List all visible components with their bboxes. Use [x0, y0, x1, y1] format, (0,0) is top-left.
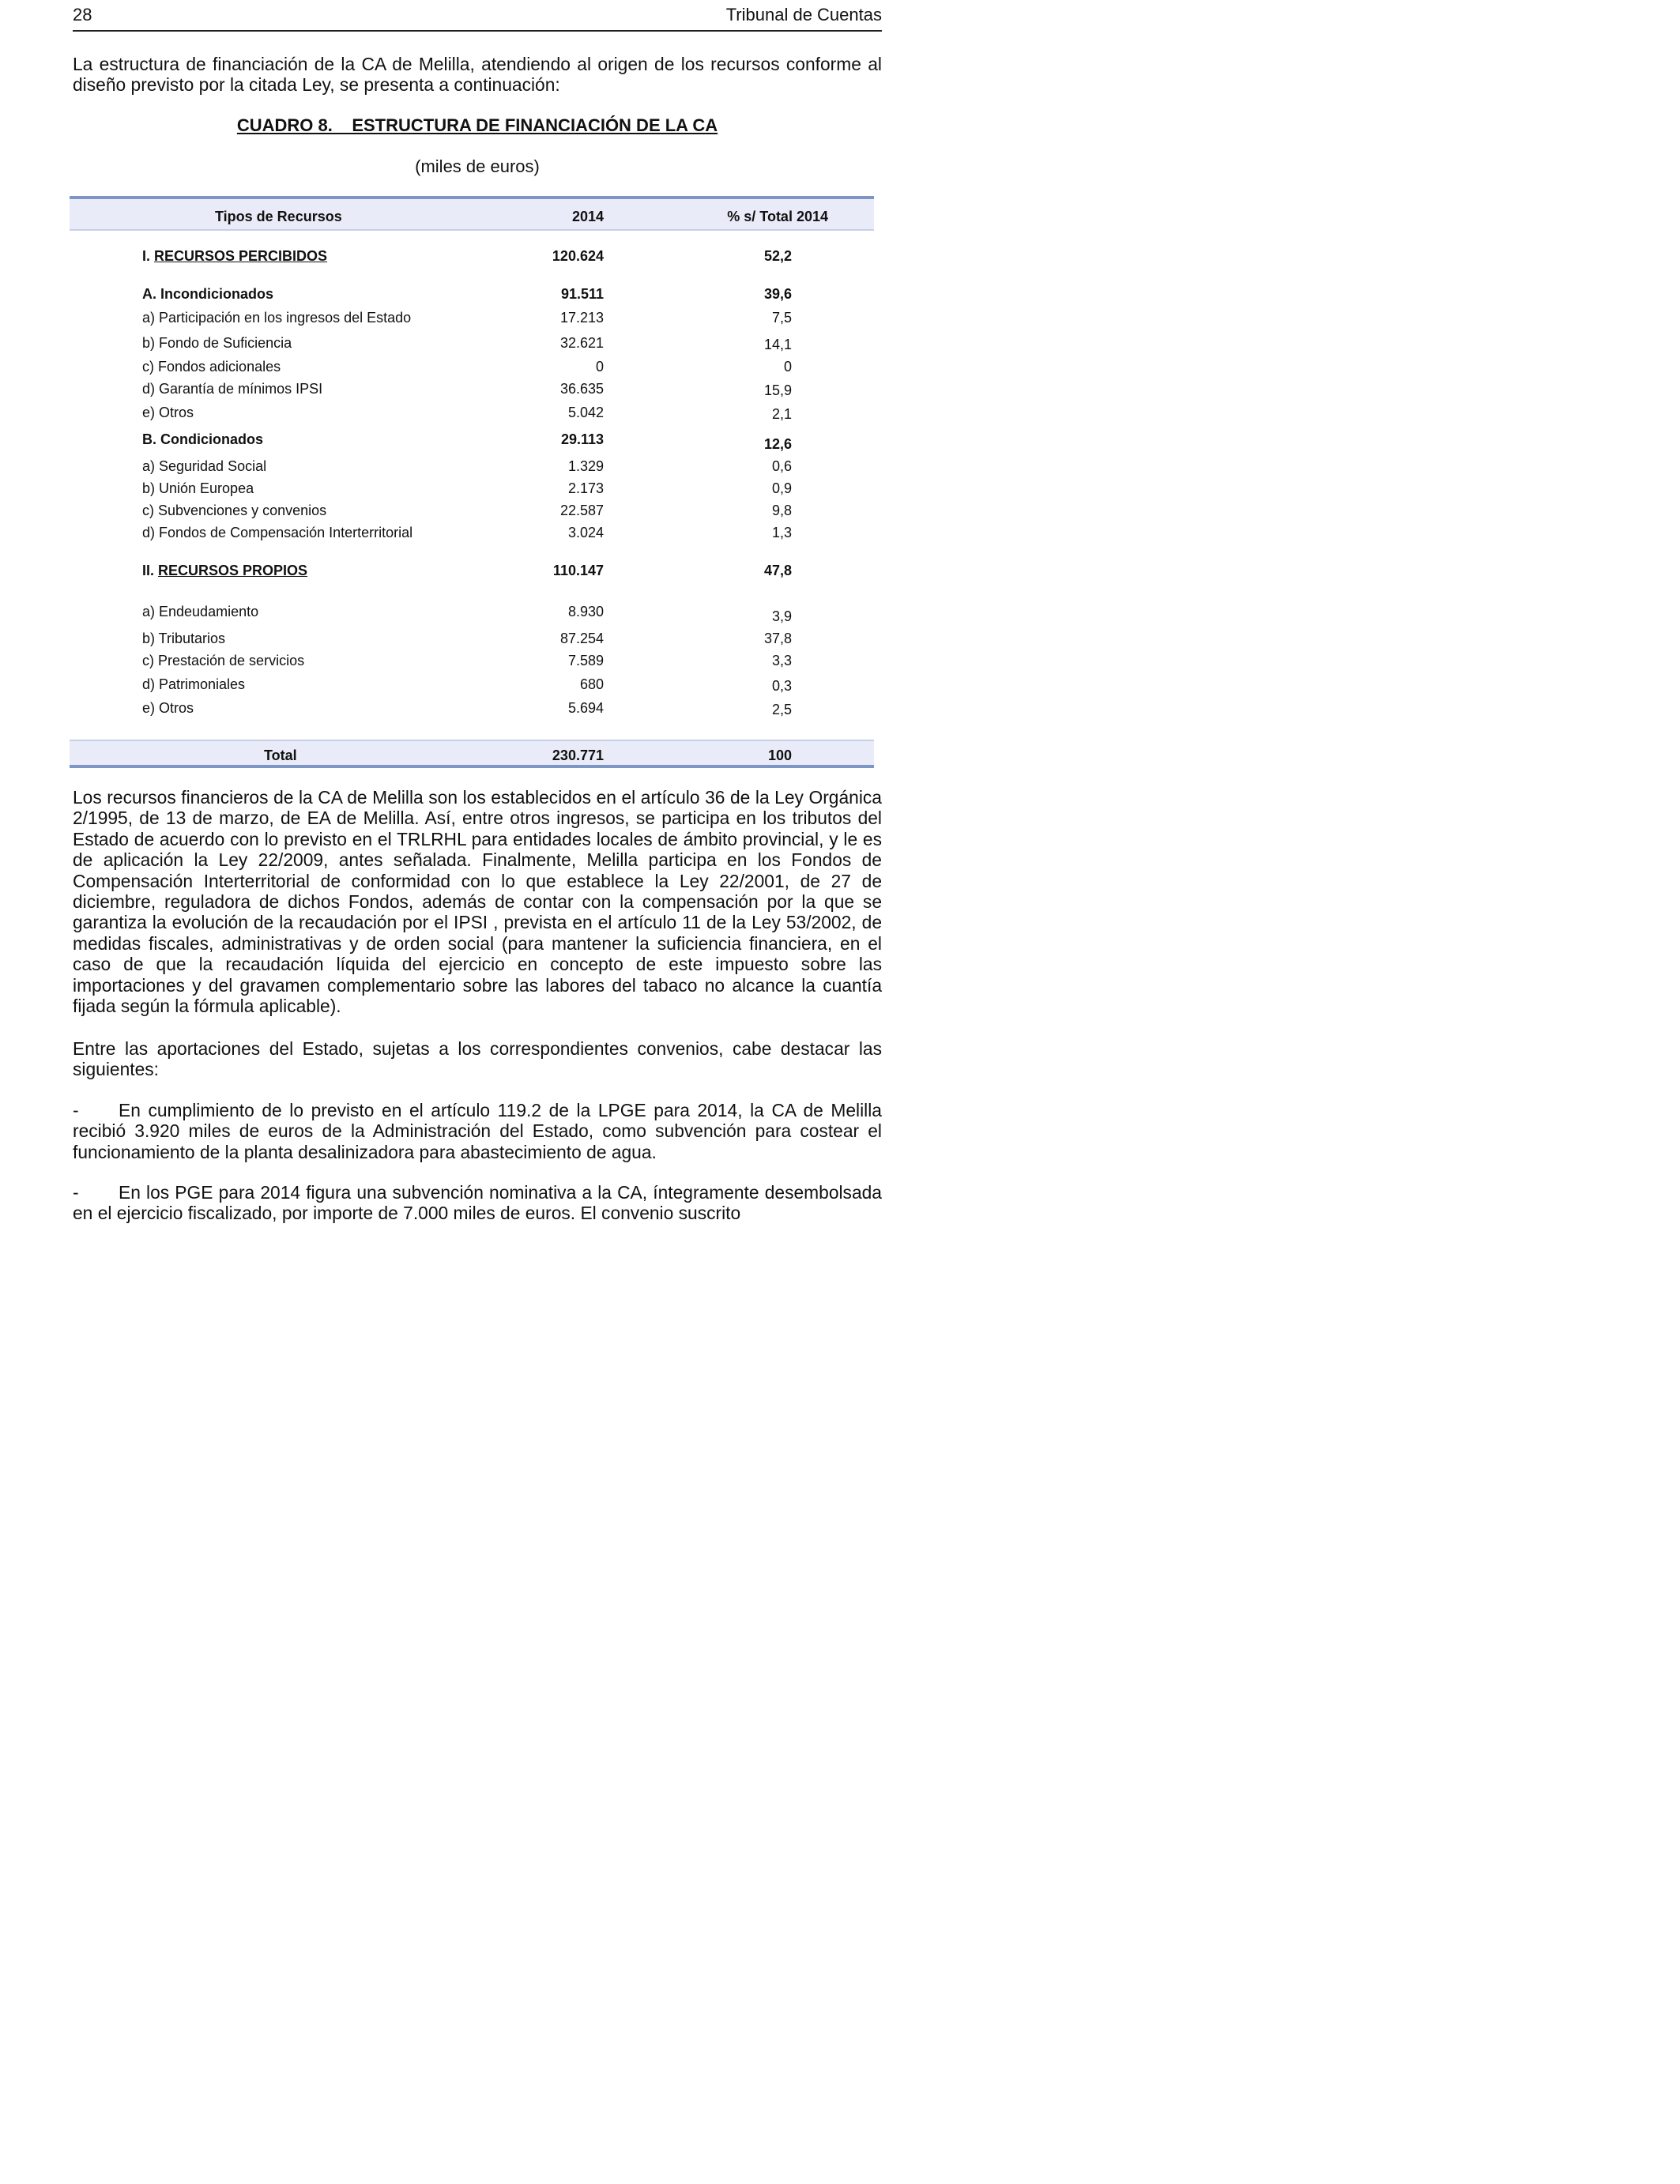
row-pct: 0,3 [771, 678, 792, 694]
row-pct: 52,2 [763, 248, 792, 264]
row-label: b) Fondo de Suficiencia [142, 335, 292, 351]
table-header [70, 196, 874, 231]
header-pct: % s/ Total 2014 [727, 209, 828, 224]
row-value: 87.254 [559, 631, 604, 646]
row-label: RECURSOS PROPIOS [158, 563, 308, 578]
row-pct: 14,1 [763, 337, 792, 352]
body-paragraph-2: Entre las aportaciones del Estado, sujetas a los correspondientes convenios, cabe destacar las siguientes: [73, 1038, 882, 1080]
row-pct: 3,9 [771, 608, 792, 624]
row-pct: 0,9 [771, 480, 792, 496]
table-row [70, 248, 874, 267]
row-label: B. Condicionados [142, 431, 263, 447]
table-row [70, 405, 874, 424]
bullet-text: En los PGE para 2014 figura una subvención nominativa a la CA, íntegramente desembolsada en el ejercicio fiscalizado, por importe de 7.000 miles de euros. El convenio suscrito [73, 1182, 882, 1224]
row-value: 8.930 [567, 604, 604, 619]
row-pct: 0,6 [771, 458, 792, 474]
table-total-row [70, 740, 874, 768]
intro-paragraph: La estructura de financiación de la CA de Melilla, atendiendo al origen de los recursos conforme al diseño previsto por la citada Ley, se presenta a continuación: [73, 54, 882, 96]
row-pct: 15,9 [763, 382, 792, 398]
table-row [70, 631, 874, 650]
table-row [70, 604, 874, 623]
row-pct: 1,3 [771, 525, 792, 540]
table-row [70, 359, 874, 378]
row-label: d) Patrimoniales [142, 676, 246, 692]
total-value: 230.771 [552, 747, 604, 763]
table-row [70, 480, 874, 499]
row-label: c) Prestación de servicios [142, 653, 305, 668]
row-value: 7.589 [567, 653, 604, 668]
row-prefix: II. [142, 563, 159, 578]
row-value: 110.147 [552, 563, 604, 578]
page-number: 28 [73, 5, 92, 24]
total-pct: 100 [767, 747, 792, 763]
bullet-item-2 [73, 1182, 882, 1224]
row-value: 680 [579, 676, 604, 692]
row-value: 22.587 [559, 503, 604, 518]
row-pct: 37,8 [763, 631, 792, 646]
row-pct: 3,3 [771, 653, 792, 668]
total-label: Total [264, 747, 297, 763]
row-label: RECURSOS PERCIBIDOS [154, 248, 328, 264]
bullet-item-1 [73, 1100, 882, 1162]
row-label: a) Endeudamiento [142, 604, 259, 619]
row-label: c) Fondos adicionales [142, 359, 281, 375]
table-row [70, 458, 874, 477]
header-type: Tipos de Recursos [215, 209, 342, 224]
row-value: 2.173 [567, 480, 604, 496]
bullet-marker: - [73, 1182, 79, 1203]
row-label: a) Participación en los ingresos del Estado [142, 310, 412, 326]
row-value: 36.635 [559, 381, 604, 397]
row-pct: 0 [783, 359, 792, 375]
row-pct: 9,8 [771, 503, 792, 518]
table-row [70, 525, 874, 544]
bullet-text: En cumplimiento de lo previsto en el artículo 119.2 de la LPGE para 2014, la CA de Melilla recibió 3.920 miles de euros de la Administración del Estado, como subvención para costear el funcionamiento de la planta desalinizadora para abastecimiento de agua. [73, 1100, 882, 1162]
row-value: 32.621 [559, 335, 604, 351]
row-pct: 7,5 [771, 310, 792, 326]
table-subtitle: (miles de euros) [415, 156, 540, 176]
row-pct: 39,6 [763, 286, 792, 302]
row-value: 91.511 [560, 286, 604, 302]
table-row [70, 676, 874, 695]
row-label: c) Subvenciones y convenios [142, 503, 327, 518]
row-value: 17.213 [559, 310, 604, 326]
table-row [70, 653, 874, 672]
row-label: d) Fondos de Compensación Interterritorial [142, 525, 413, 540]
row-label: d) Garantía de mínimos IPSI [142, 381, 323, 397]
header-organization: Tribunal de Cuentas [725, 5, 882, 24]
row-label: A. Incondicionados [142, 286, 274, 302]
table-row [70, 563, 874, 582]
row-value: 5.694 [567, 700, 604, 716]
row-value: 3.024 [567, 525, 604, 540]
table-row [70, 286, 874, 305]
row-value: 0 [595, 359, 604, 375]
row-pct: 2,1 [771, 406, 792, 422]
row-value: 1.329 [567, 458, 604, 474]
row-pct: 2,5 [771, 702, 792, 717]
header-year: 2014 [571, 209, 604, 224]
table-row [70, 503, 874, 522]
row-pct: 47,8 [763, 563, 792, 578]
table-row [70, 700, 874, 719]
table-row [70, 335, 874, 354]
page-header [73, 5, 882, 32]
table-row [70, 310, 874, 329]
row-pct: 12,6 [763, 436, 792, 452]
financing-table [70, 196, 874, 766]
table-row [70, 431, 874, 450]
row-label: a) Seguridad Social [142, 458, 267, 474]
row-label: e) Otros [142, 405, 194, 420]
row-value: 29.113 [560, 431, 604, 447]
row-value: 5.042 [567, 405, 604, 420]
bullet-marker: - [73, 1100, 79, 1120]
table-title: CUADRO 8. ESTRUCTURA DE FINANCIACIÓN DE LA CA [236, 115, 718, 135]
row-value: 120.624 [552, 248, 604, 264]
row-label: b) Tributarios [142, 631, 226, 646]
row-prefix: I. [142, 248, 155, 264]
body-paragraph-1: Los recursos financieros de la CA de Melilla son los establecidos en el artículo 36 de la Ley Orgánica 2/1995, de 13 de marzo, de EA de Melilla. Así, entre otros ingresos, se participa en los tributos del Estado de acuerdo con lo previsto en el TRLRHL para entidades locales de ámbito provincial, y le es de aplicación la Ley 22/2009, antes señalada. Finalmente, Melilla participa en los Fondos de Compensación Interterritorial de conformidad con lo que establece la Ley 22/2001, de 27 de diciembre, reguladora de dichos Fondos, además de contar con la compensación por la que se garantiza la evolución de la recaudación por el IPSI , prevista en el artículo 11 de la Ley 53/2002, de medidas fiscales, administrativas y de orden social (para mantener la suficiencia financiera, en el caso de que la recaudación líquida del ejercicio en concepto de este impuesto sobre las importaciones y del gravamen complementario sobre las labores del tabaco no alcance la cuantía fijada según la fórmula aplicable). [73, 787, 882, 1017]
table-row [70, 381, 874, 400]
row-label: b) Unión Europea [142, 480, 254, 496]
row-label: e) Otros [142, 700, 194, 716]
